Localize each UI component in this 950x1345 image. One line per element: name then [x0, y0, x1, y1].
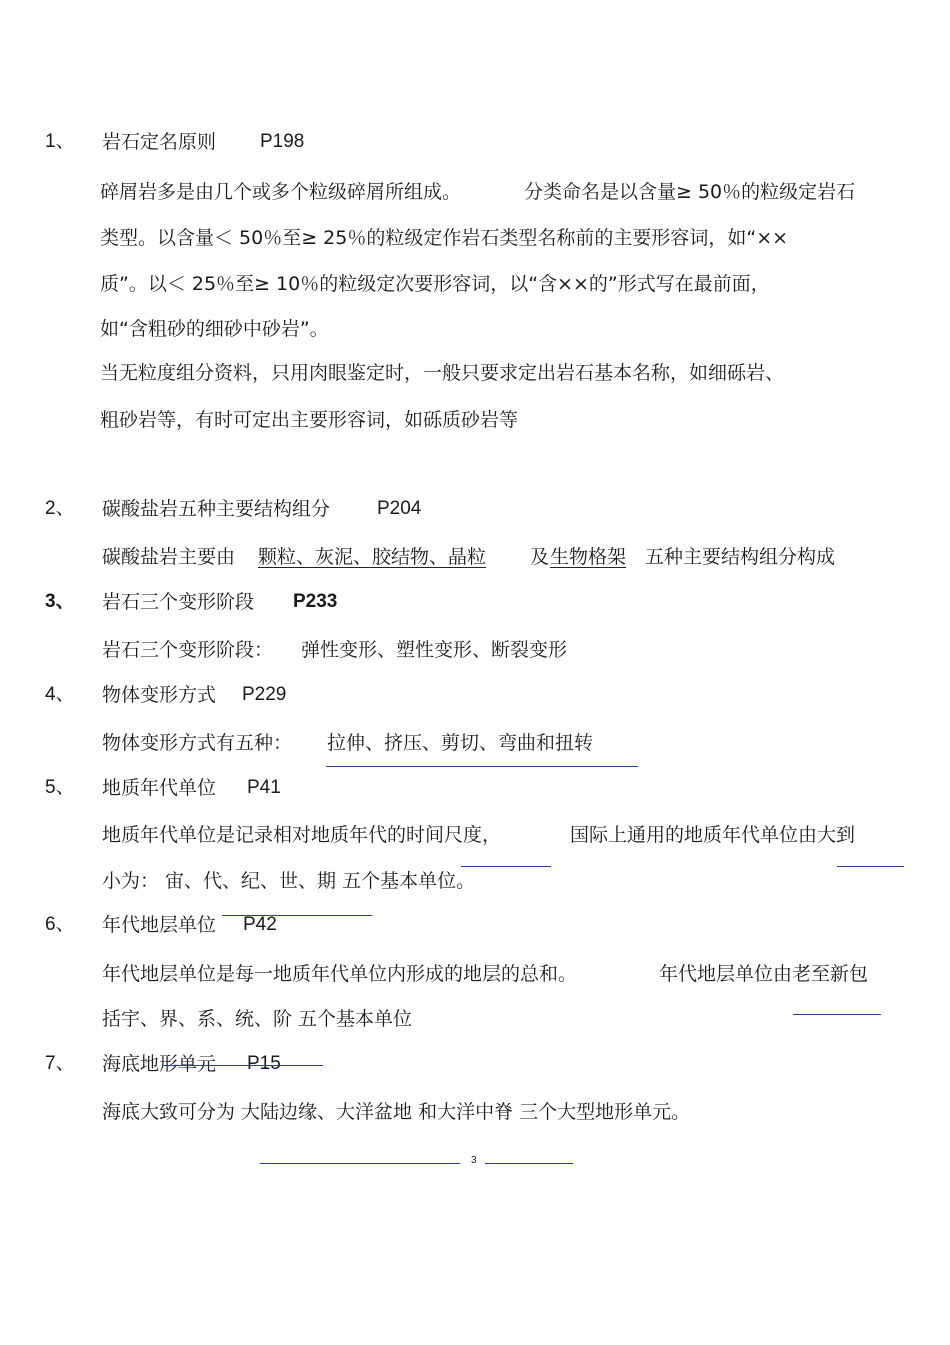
item-7-page-ref: P15	[247, 1053, 281, 1074]
item-2-text-c: 五种主要结构组分构成	[645, 546, 836, 568]
item-6-line-2: 括宇、界、系、统、阶 五个基本单位	[102, 1008, 413, 1030]
item-4-number: 4、	[45, 684, 75, 705]
item-1-line-6: 粗砂岩等，有时可定出主要形容词，如砾质砂岩等	[100, 409, 519, 431]
item-5-line-1b: 国际上通用的地质年代单位由大到	[570, 824, 856, 846]
item-2-page-ref: P204	[377, 498, 422, 519]
item-5-rule-2	[837, 866, 904, 867]
item-4-text-b: 拉伸、挤压、剪切、弯曲和扭转	[327, 732, 594, 754]
item-1-title: 岩石定名原则	[102, 131, 217, 153]
item-2-number: 2、	[45, 498, 75, 519]
item-7-strike-rule	[163, 1065, 323, 1066]
item-5-number: 5、	[45, 777, 75, 798]
item-4-text-a: 物体变形方式有五种：	[102, 732, 293, 754]
item-1-line-2: 类型。以含量＜ 50％至≥ 25％的粒级定作岩石类型名称前的主要形容词，如“××	[100, 227, 789, 249]
item-1-line-1a: 碎屑岩多是由几个或多个粒级碎屑所组成。	[100, 181, 462, 203]
item-2-text-blank-1: 颗粒、灰泥、胶结物、晶粒	[258, 546, 487, 568]
item-2-title: 碳酸盐岩五种主要结构组分	[102, 498, 331, 520]
item-5-rule-1	[461, 866, 551, 867]
item-6-line-1b: 年代地层单位由老至新包	[659, 963, 869, 985]
item-1-number: 1、	[45, 131, 75, 152]
item-4-title: 物体变形方式	[102, 684, 217, 706]
item-5-title: 地质年代单位	[102, 777, 217, 799]
item-6-title: 年代地层单位	[102, 914, 217, 936]
item-3-text-b: 弹性变形、塑性变形、断裂变形	[301, 639, 568, 661]
item-1-line-3: 质”。以＜ 25％至≥ 10％的粒级定次要形容词，以“含××的”形式写在最前面，	[100, 273, 770, 295]
item-4-page-ref: P229	[242, 684, 287, 705]
item-1-line-4: 如“含粗砂的细砂中砂岩”。	[100, 318, 329, 340]
item-6-rule-1	[793, 1014, 881, 1015]
item-1-line-5: 当无粒度组分资料，只用肉眼鉴定时，一般只要求定出岩石基本名称，如细砾岩、	[100, 362, 785, 384]
item-6-number: 6、	[45, 914, 75, 935]
item-3-number: 3、	[45, 591, 75, 612]
item-7-line-1: 海底大致可分为 大陆边缘、大洋盆地 和大洋中脊 三个大型地形单元。	[102, 1101, 691, 1123]
item-1-line-1b: 分类命名是以含量≥ 50％的粒级定岩石	[524, 181, 856, 203]
item-3-text-a: 岩石三个变形阶段：	[102, 639, 274, 661]
item-2-text-b: 及	[530, 546, 550, 568]
page-number: 3	[471, 1155, 477, 1166]
item-4-answer-rule	[326, 766, 638, 767]
item-2-text-blank-2: 生物格架	[550, 546, 627, 568]
item-5-line-2: 小为： 宙、代、纪、世、期 五个基本单位。	[102, 870, 476, 892]
item-6-line-1a: 年代地层单位是每一地质年代单位内形成的地层的总和。	[102, 963, 578, 985]
item-7-number: 7、	[45, 1053, 75, 1074]
item-2-text-a: 碳酸盐岩主要由	[102, 546, 236, 568]
item-7-title: 海底地形单元	[102, 1053, 217, 1075]
item-5-page-ref: P41	[247, 777, 281, 798]
footer-rule-right	[485, 1163, 573, 1164]
item-3-title: 岩石三个变形阶段	[102, 591, 255, 613]
item-5-line-1a: 地质年代单位是记录相对地质年代的时间尺度，	[102, 824, 502, 846]
item-3-page-ref: P233	[293, 591, 338, 612]
footer-rule-left	[260, 1163, 460, 1164]
item-1-page-ref: P198	[260, 131, 305, 152]
item-6-page-ref: P42	[243, 914, 277, 935]
